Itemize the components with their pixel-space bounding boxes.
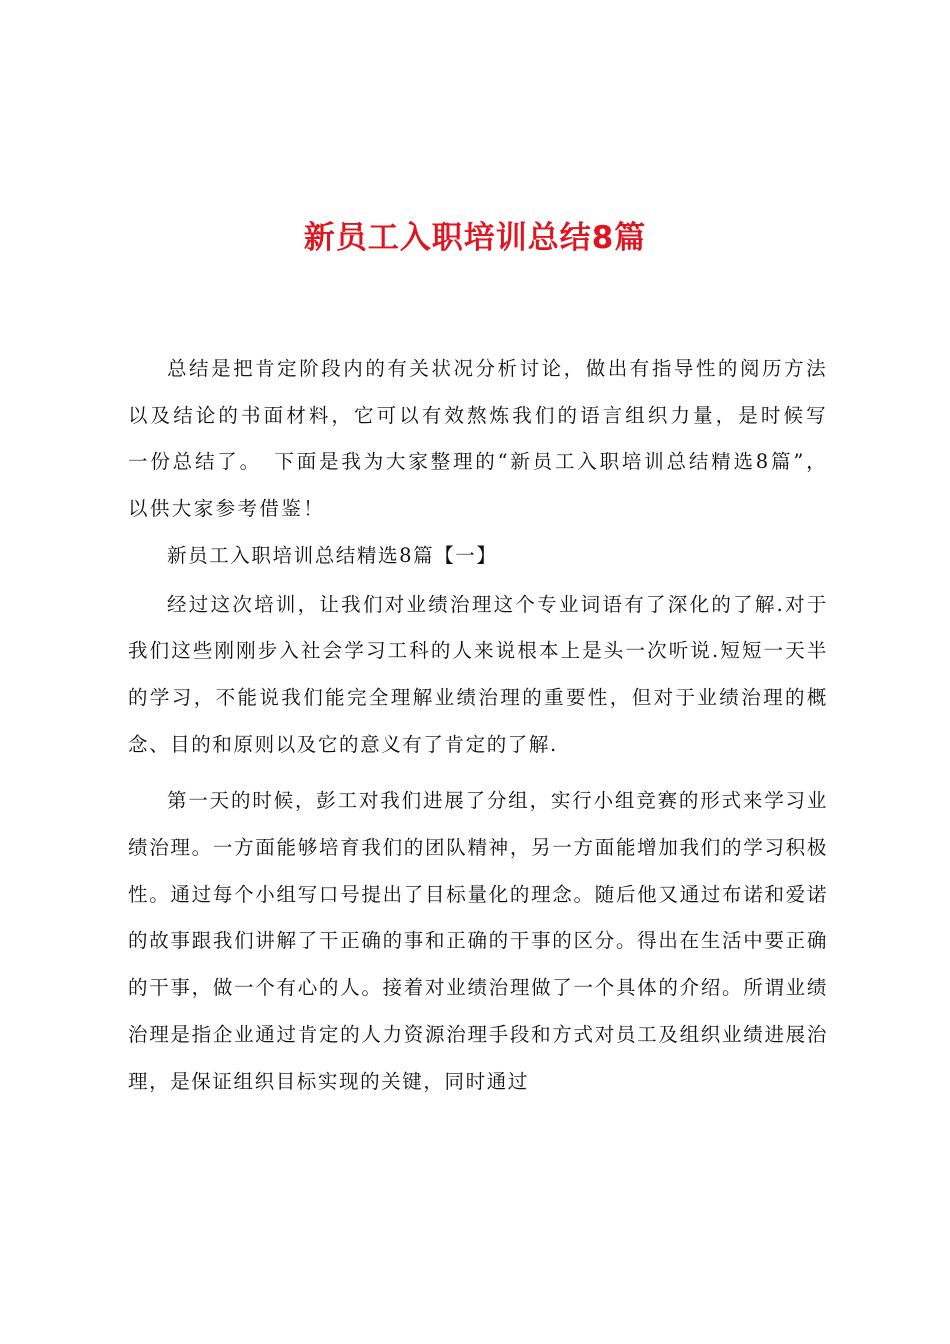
body-paragraph: 第一天的时候，彭工对我们进展了分组，实行小组竞赛的形式来学习业绩治理。一方面能够培育我们的团队精神，另一方面能增加我们的学习积极性。通过每个小组写口号提出了目标量化的理念。随后他又通过布诺和爱诺的故事跟我们讲解了干正确的事和正确的干事的区分。得出在生活中要正确的干事，做一个有心的人。接着对业绩治理做了一个具体的介绍。所谓业绩治理是指企业通过肯定的人力资源治理手段和方式对员工及组织业绩进展治理，是保证组织目标实现的关键，同时通过 (128, 789, 828, 1093)
document-title: 新员工入职培训总结8篇 (303, 220, 647, 256)
section-heading: 新员工入职培训总结精选8篇【一】 (167, 543, 498, 567)
body-paragraph: 经过这次培训，让我们对业绩治理这个专业词语有了深化的了解.对于我们这些刚刚步入社会学习工科的人来说根本上是头一次听说.短短一天半的学习，不能说我们能完全理解业绩治理的重要性，但对于业绩治理的概念、目的和原则以及它的意义有了肯定的了解. (128, 592, 828, 756)
document-body (128, 346, 828, 1105)
intro-paragraph: 总结是把肯定阶段内的有关状况分析讨论，做出有指导性的阅历方法以及结论的书面材料，它可以有效熬炼我们的语言组织力量，是时候写一份总结了。 下面是我为大家整理的“新员工入职培训总结精选8篇”，以供大家参考借鉴！ (128, 357, 828, 521)
